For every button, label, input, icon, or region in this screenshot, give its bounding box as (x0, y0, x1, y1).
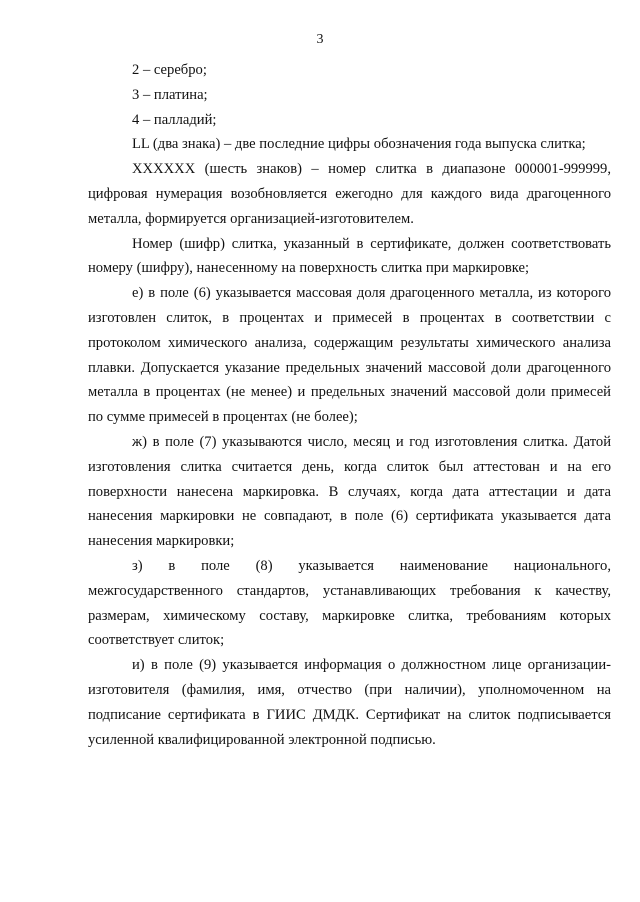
paragraph: ж) в поле (7) указываются число, месяц и год изготовления слитка. Датой изготовления слитка считается день, когда слиток был аттестован и на его поверхности нанесена маркировка. В случаях, когда дата аттестации и дата нанесения маркировки не совпадают, в поле (6) сертификата указывается дата нанесения маркировки; (88, 433, 611, 550)
paragraph: 2 – серебро; (132, 62, 207, 78)
paragraph: е) в поле (6) указывается массовая доля драгоценного металла, из которого изготовлен слиток, в процентах и примесей в процентах в соответствии с протоколом химического анализа, содержащим результаты химического анализа плавки. Допускается указание предельных значений массовой доли драгоценного металла в процентах (не менее) и предельных значений массовой доли примесей по сумме примесей в процентах (не более); (88, 285, 611, 426)
document-body (88, 58, 611, 752)
page-number: 3 (316, 32, 324, 47)
paragraph: и) в поле (9) указывается информация о должностном лице организации-изготовителя (фамилия, имя, отчество (при наличии), уполномоченном на подписание сертификата в ГИИС ДМДК. Сертификат на слиток подписывается усиленной квалифицированной электронной подписью. (88, 657, 611, 748)
paragraph: XXXXXX (шесть знаков) – номер слитка в диапазоне 000001-999999, цифровая нумерация возобновляется ежегодно для каждого вида драгоценного металла, формируется организацией-изготовителем. (88, 161, 611, 227)
paragraph: 4 – палладий; (132, 111, 217, 128)
paragraph: 3 – платина; (132, 86, 208, 103)
paragraph: з) в поле (8) указывается наименование национального, межгосударственного стандартов, устанавливающих требования к качеству, размерам, химическому составу, маркировке слитка, требованиям которых соответствует слиток; (88, 557, 611, 649)
paragraph: LL (два знака) – две последние цифры обозначения года выпуска слитка; (132, 136, 586, 153)
paragraph: Номер (шифр) слитка, указанный в сертификате, должен соответствовать номеру (шифру), нанесенному на поверхность слитка при маркировке; (88, 235, 611, 277)
